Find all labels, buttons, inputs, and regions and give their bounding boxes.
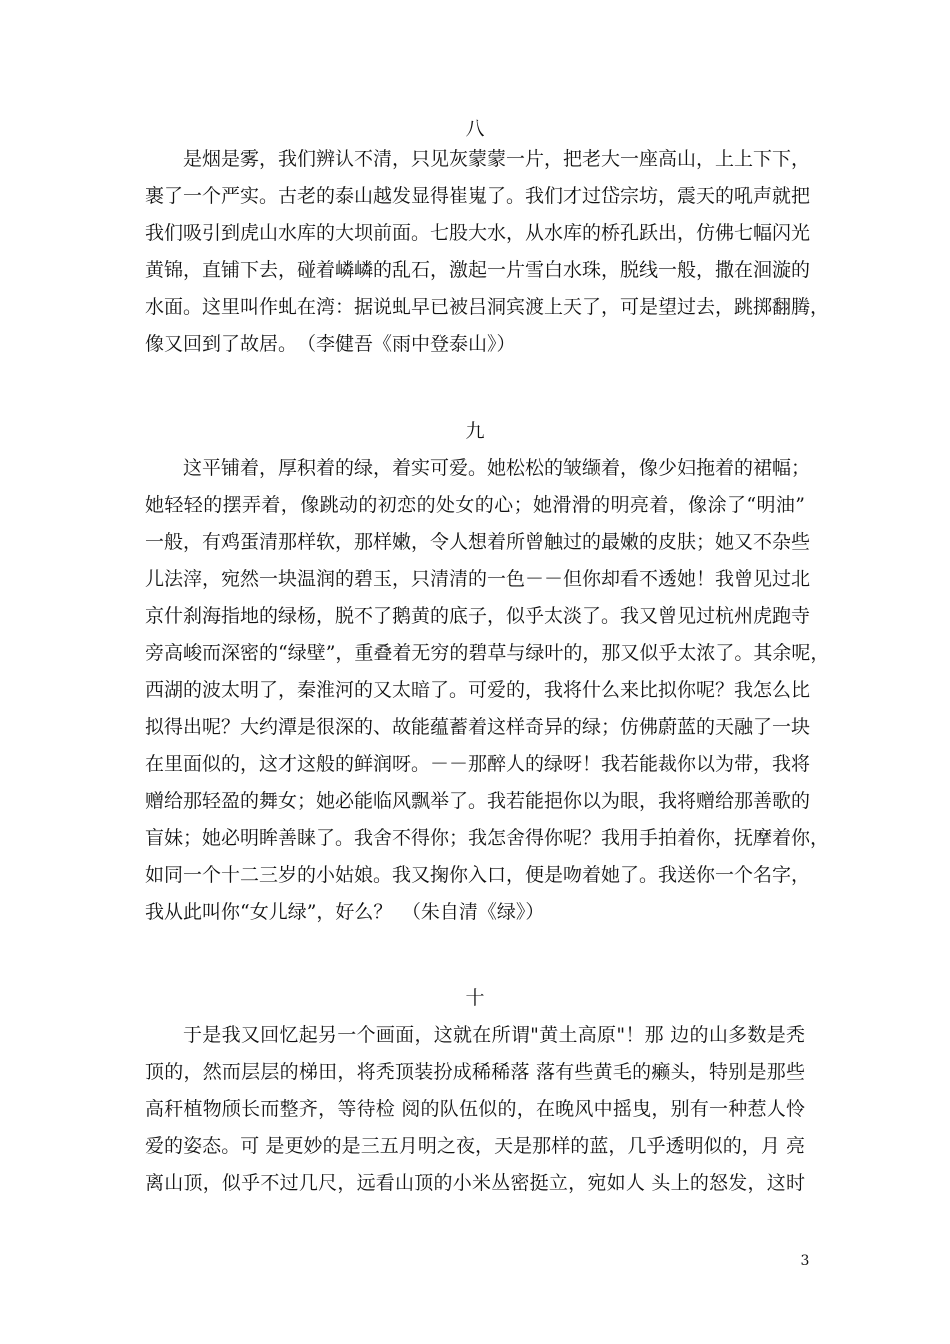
paragraph-line: 拟得出呢？大约潭是很深的、故能蕴蓄着这样奇异的绿；仿佛蔚蓝的天融了一块 [145,716,811,738]
paragraph-line: 旁高峻而深密的“绿壁”，重叠着无穷的碧草与绿叶的，那又似乎太浓了。其余呢， [145,642,830,664]
paragraph-line: 于是我又回忆起另一个画面，这就在所谓"黄土高原"！那 边的山多数是秃 [183,1024,805,1046]
paragraph-line: 京什刹海指地的绿杨，脱不了鹅黄的底子，似乎太淡了。我又曾见过杭州虎跑寺 [145,605,811,627]
section-heading-10: 十 [465,987,485,1009]
paragraph-line: 裹了一个严实。古老的泰山越发显得崔嵬了。我们才过岱宗坊，震天的吼声就把 [145,185,811,207]
paragraph-line: 离山顶，似乎不过几尺，远看山顶的小米丛密挺立，宛如人 头上的怒发，这时 [145,1172,805,1194]
paragraph-line: 她轻轻的摆弄着，像跳动的初恋的处女的心；她滑滑的明亮着，像涂了“明油” [145,494,805,516]
paragraph-line: 爱的姿态。可 是更妙的是三五月明之夜，天是那样的蓝，几乎透明似的，月 亮 [145,1135,805,1157]
paragraph-line: 黄锦，直铺下去，碰着嶙嶙的乱石，激起一片雪白水珠，脱线一般，撒在洄漩的 [145,259,811,281]
section-heading-9: 九 [465,420,485,442]
paragraph-line: 顶的，然而层层的梯田，将秃顶装扮成稀稀落 落有些黄毛的癞头，特别是那些 [145,1061,805,1083]
paragraph-line: 像又回到了故居。 （李健吾《雨中登泰山》） [145,333,516,355]
paragraph-line: 在里面似的，这才这般的鲜润呀。－－那醉人的绿呀！我若能裁你以为带，我将 [145,753,811,775]
paragraph-line: 水面。这里叫作虬在湾：据说虬早已被吕洞宾渡上天了，可是望过去，跳掷翻腾， [145,296,830,318]
section-heading-8: 八 [465,118,485,140]
paragraph-line: 我们吸引到虎山水库的大坝前面。七股大水，从水库的桥孔跃出，仿佛七幅闪光 [145,222,811,244]
paragraph-line: 是烟是雾，我们辨认不清，只见灰蒙蒙一片，把老大一座高山，上上下下， [183,148,811,170]
paragraph-line: 盲妹；她必明眸善睐了。我舍不得你；我怎舍得你呢？我用手拍着你，抚摩着你， [145,827,830,849]
paragraph-line: 赠给那轻盈的舞女；她必能临风飘举了。我若能挹你以为眼，我将赠给那善歌的 [145,790,811,812]
paragraph-line: 西湖的波太明了，秦淮河的又太暗了。可爱的，我将什么来比拟你呢？我怎么比 [145,679,811,701]
paragraph-line: 一般，有鸡蛋清那样软，那样嫩，令人想着所曾触过的最嫩的皮肤；她又不杂些 [145,531,811,553]
paragraph-line: 如同一个十二三岁的小姑娘。我又掬你入口，便是吻着她了。我送你一个名字， [145,864,811,886]
paragraph-line: 儿法滓，宛然一块温润的碧玉，只清清的一色－－但你却看不透她！我曾见过北 [145,568,811,590]
paragraph-line: 我从此叫你“女儿绿”，好么？ （朱自清《绿》） [145,901,545,923]
paragraph-line: 高秆植物颀长而整齐，等待检 阅的队伍似的，在晚风中摇曳，别有一种惹人怜 [145,1098,805,1120]
page-number: 3 [800,1253,810,1269]
paragraph-line: 这平铺着，厚积着的绿，着实可爱。她松松的皱缬着，像少妇拖着的裙幅； [183,457,811,479]
